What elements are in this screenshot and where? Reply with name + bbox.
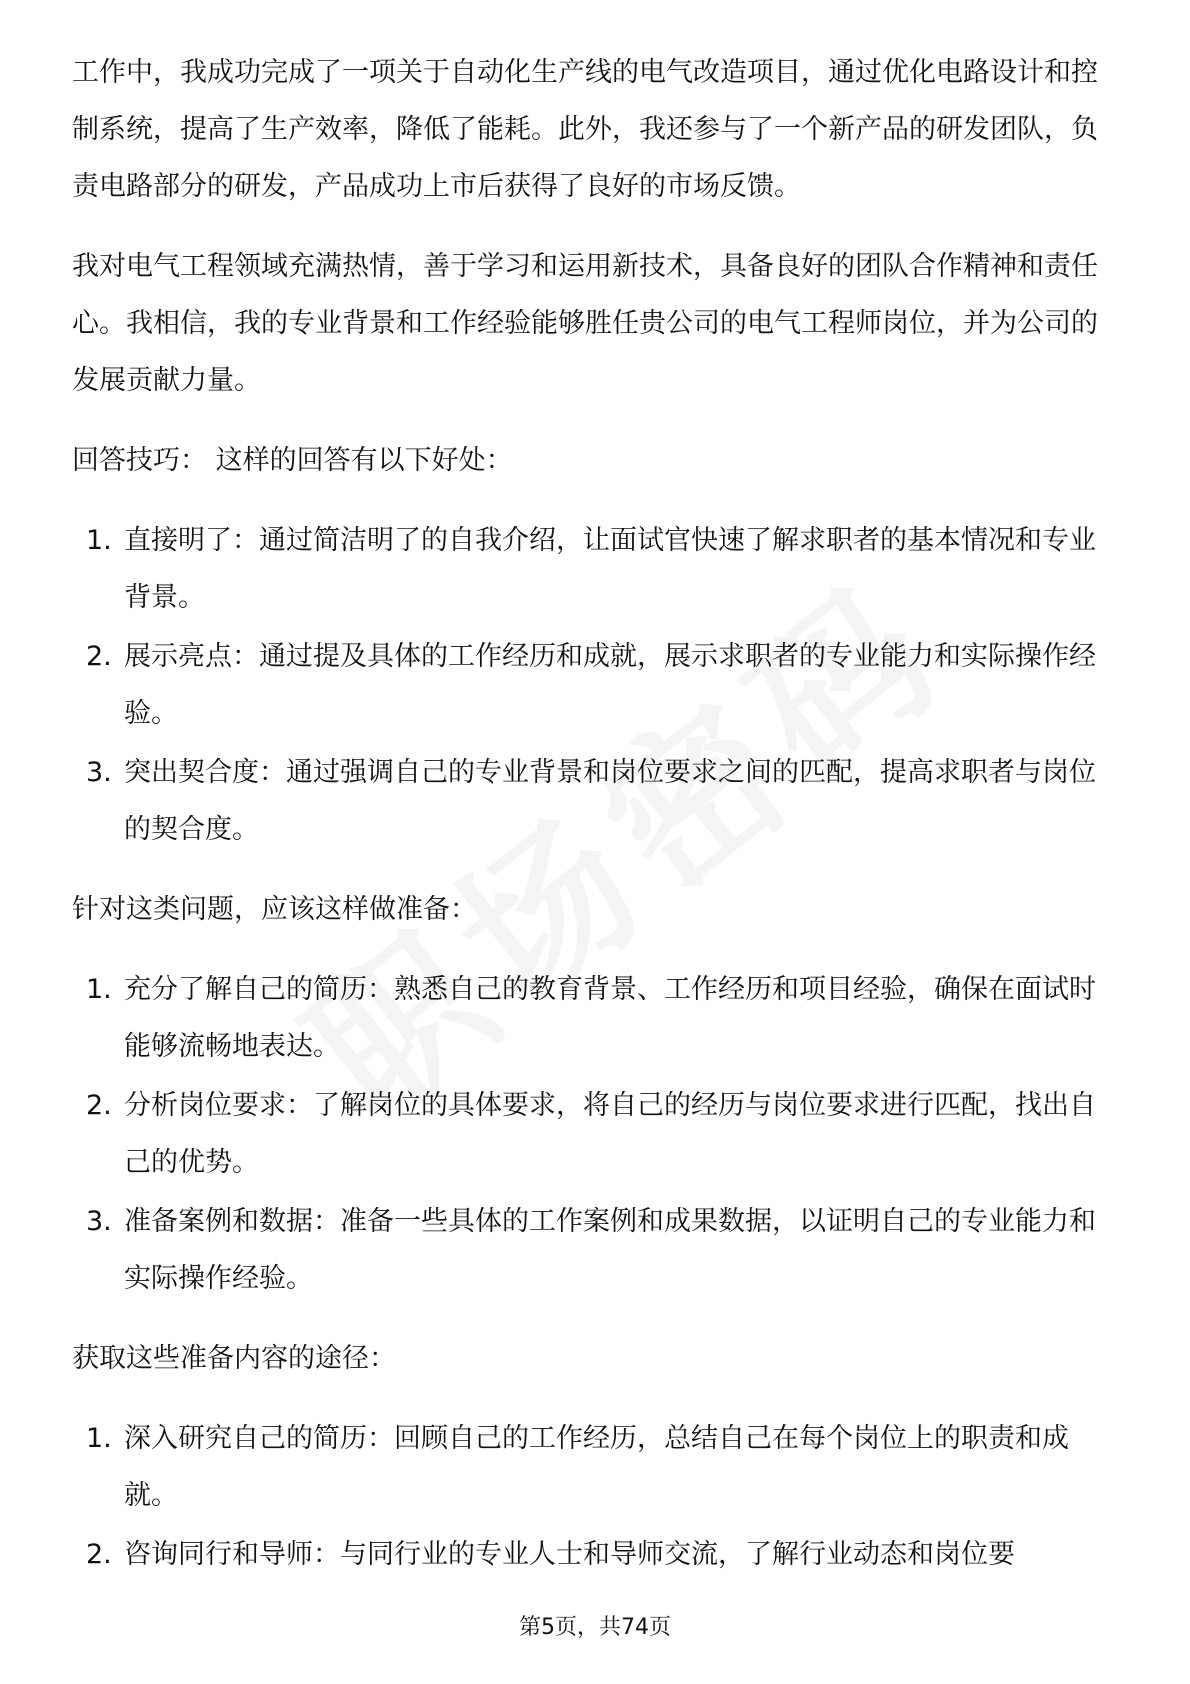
- list-item-text: 突出契合度：通过强调自己的专业背景和岗位要求之间的匹配，提高求职者与岗位的契合度。: [124, 757, 1096, 845]
- list-item: [72, 1193, 1122, 1307]
- list-item-number: 3.: [86, 1206, 112, 1237]
- list-item: [72, 744, 1122, 858]
- list-sources: [72, 1410, 1122, 1583]
- list-item-number: 1.: [86, 525, 112, 556]
- list-item: [72, 628, 1122, 742]
- paragraph-enthusiasm: 我对电气工程领域充满热情，善于学习和运用新技术，具备良好的团队合作精神和责任心。我相信，我的专业背景和工作经验能够胜任贵公司的电气工程师岗位，并为公司的发展贡献力量。: [72, 251, 1098, 396]
- list-item: [72, 1526, 1122, 1583]
- list-preparation: [72, 961, 1122, 1307]
- list-item-number: 1.: [86, 1423, 112, 1454]
- list-item-text: 直接明了：通过简洁明了的自我介绍，让面试官快速了解求职者的基本情况和专业背景。: [124, 525, 1096, 613]
- list-item: [72, 1077, 1122, 1191]
- list-item-number: 3.: [86, 757, 112, 788]
- list-item: [72, 1410, 1122, 1524]
- list-item-text: 咨询同行和导师：与同行业的专业人士和导师交流，了解行业动态和岗位要: [124, 1539, 1015, 1570]
- list-item: [72, 961, 1122, 1075]
- section-heading-preparation: 针对这类问题，应该这样做准备：: [72, 894, 477, 925]
- section-heading-answer-tips: 回答技巧： 这样的回答有以下好处：: [72, 445, 513, 476]
- list-item-number: 2.: [86, 641, 112, 672]
- page-body: [72, 44, 1122, 1606]
- section-heading-sources: 获取这些准备内容的途径：: [72, 1343, 396, 1374]
- list-item-text: 分析岗位要求：了解岗位的具体要求，将自己的经历与岗位要求进行匹配，找出自己的优势。: [124, 1090, 1096, 1178]
- list-item-text: 充分了解自己的简历：熟悉自己的教育背景、工作经历和项目经验，确保在面试时能够流畅地表达。: [124, 974, 1096, 1062]
- paragraph-work-experience: 工作中，我成功完成了一项关于自动化生产线的电气改造项目，通过优化电路设计和控制系统，提高了生产效率，降低了能耗。此外，我还参与了一个新产品的研发团队，负责电路部分的研发，产品成功上市后获得了良好的市场反馈。: [72, 57, 1098, 202]
- list-answer-tips: [72, 512, 1122, 858]
- list-item-number: 2.: [86, 1090, 112, 1121]
- list-item-number: 1.: [86, 974, 112, 1005]
- list-item-text: 深入研究自己的简历：回顾自己的工作经历，总结自己在每个岗位上的职责和成就。: [124, 1423, 1069, 1511]
- list-item-text: 准备案例和数据：准备一些具体的工作案例和成果数据，以证明自己的专业能力和实际操作经验。: [124, 1206, 1096, 1294]
- list-item-number: 2.: [86, 1539, 112, 1570]
- page-number-footer: 第5页，共74页: [519, 1615, 671, 1640]
- list-item: [72, 512, 1122, 626]
- list-item-text: 展示亮点：通过提及具体的工作经历和成就，展示求职者的专业能力和实际操作经验。: [124, 641, 1096, 729]
